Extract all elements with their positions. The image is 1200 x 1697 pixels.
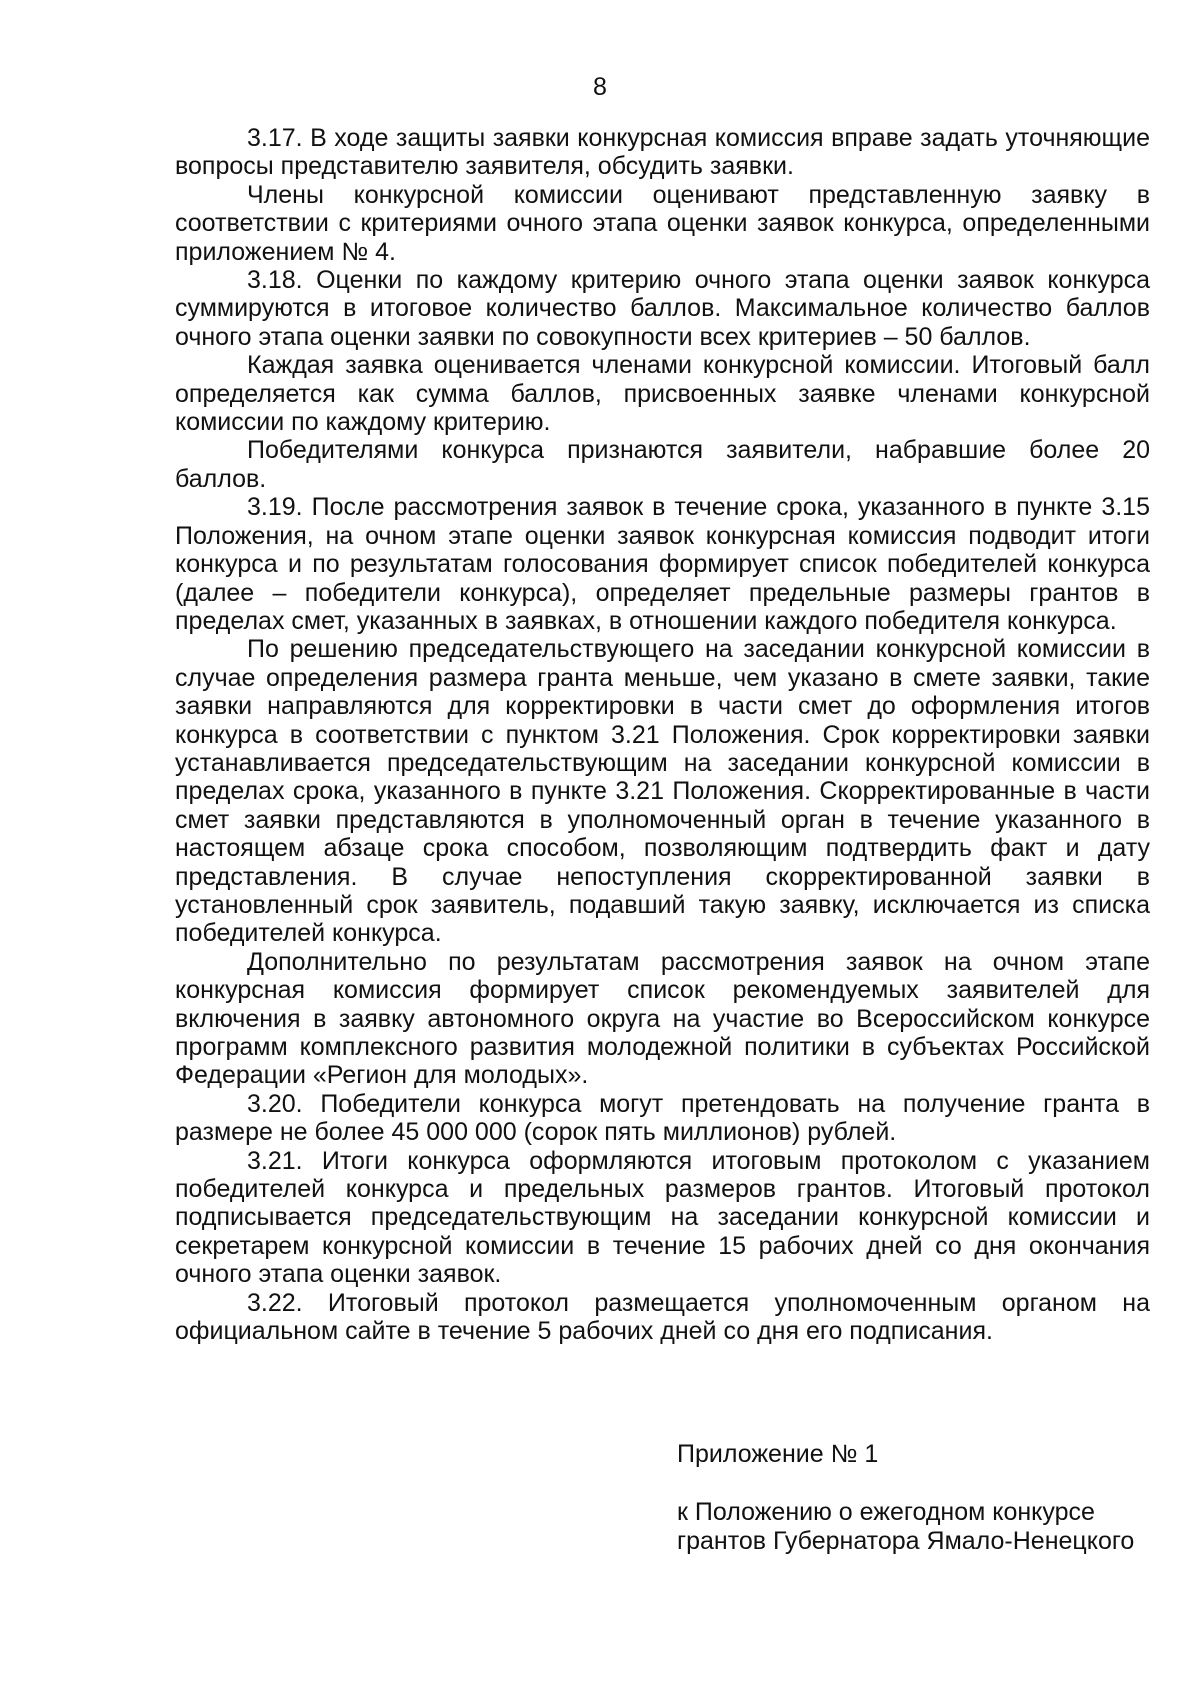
paragraph-3-22: 3.22. Итоговый протокол размещается уполномоченным органом на официальном сайте в течение 5 рабочих дней со дня его подписания. bbox=[175, 1288, 1150, 1346]
paragraph-3-20: 3.20. Победители конкурса могут претендовать на получение гранта в размере не более 45 000 000 (сорок пять миллионов) рублей. bbox=[175, 1089, 1150, 1147]
paragraph-recommended-list: Дополнительно по результатам рассмотрения заявок на очном этапе конкурсная комиссия формирует список рекомендуемых заявителей для включения в заявку автономного округа на участие во Всероссийском конкурсе программ комплексного развития молодежной политики в субъектах Российской Федерации «Регион для молодых». bbox=[175, 947, 1150, 1090]
page-number: 8 bbox=[593, 73, 607, 101]
appendix-title: Приложение № 1 bbox=[677, 1440, 879, 1468]
paragraph-3-17: 3.17. В ходе защиты заявки конкурсная комиссия вправе задать уточняющие вопросы представителю заявителя, обсудить заявки. bbox=[175, 124, 1150, 181]
paragraph-final-score: Каждая заявка оценивается членами конкурсной комиссии. Итоговый балл определяется как сумма баллов, присвоенных заявке членами конкурсной комиссии по каждому критерию. bbox=[175, 351, 1150, 437]
paragraph-3-19: 3.19. После рассмотрения заявок в течение срока, указанного в пункте 3.15 Положения, на очном этапе оценки заявок конкурсная комиссия подводит итоги конкурса и по результатам голосования формирует список победителей конкурса (далее – победители конкурса), определяет предельные размеры грантов в пределах смет, указанных в заявках, в отношении каждого победителя конкурса. bbox=[175, 493, 1150, 635]
appendix-reference-line-1: к Положению о ежегодном конкурсе bbox=[677, 1498, 1095, 1527]
paragraph-budget-correction: По решению председательствующего на заседании конкурсной комиссии в случае определения размера гранта меньше, чем указано в смете заявки, такие заявки направляются для корректировки в части смет до оформления итогов конкурса в соответствии с пунктом 3.21 Положения. Срок корректировки заявки устанавливается председательствующим на заседании конкурсной комиссии в пределах срока, указанного в пункте 3.21 Положения. Скорректированные в части смет заявки представляются в уполномоченный орган в течение указанного в настоящем абзаце срока способом, позволяющим подтвердить факт и дату представления. В случае непоступления скорректированной заявки в установленный срок заявитель, подавший такую заявку, исключается из списка победителей конкурса. bbox=[175, 635, 1150, 948]
paragraph-winners-threshold: Победителями конкурса признаются заявители, набравшие более 20 баллов. bbox=[175, 436, 1150, 493]
paragraph-commission-evaluation: Члены конкурсной комиссии оценивают представленную заявку в соответствии с критериями очного этапа оценки заявок конкурса, определенными приложением № 4. bbox=[175, 180, 1150, 266]
document-body bbox=[175, 124, 1150, 1345]
appendix-header bbox=[677, 1440, 1137, 1555]
paragraph-3-21: 3.21. Итоги конкурса оформляются итоговым протоколом с указанием победителей конкурса и предельных размеров грантов. Итоговый протокол подписывается председательствующим на заседании конкурсной комиссии и секретарем конкурсной комиссии в течение 15 рабочих дней со дня окончания очного этапа оценки заявок. bbox=[175, 1146, 1150, 1289]
appendix-reference-line-2: грантов Губернатора Ямало-Ненецкого bbox=[677, 1526, 1135, 1555]
paragraph-3-18: 3.18. Оценки по каждому критерию очного этапа оценки заявок конкурса суммируются в итоговое количество баллов. Максимальное количество баллов очного этапа оценки заявки по совокупности всех критериев – 50 баллов. bbox=[175, 266, 1150, 351]
